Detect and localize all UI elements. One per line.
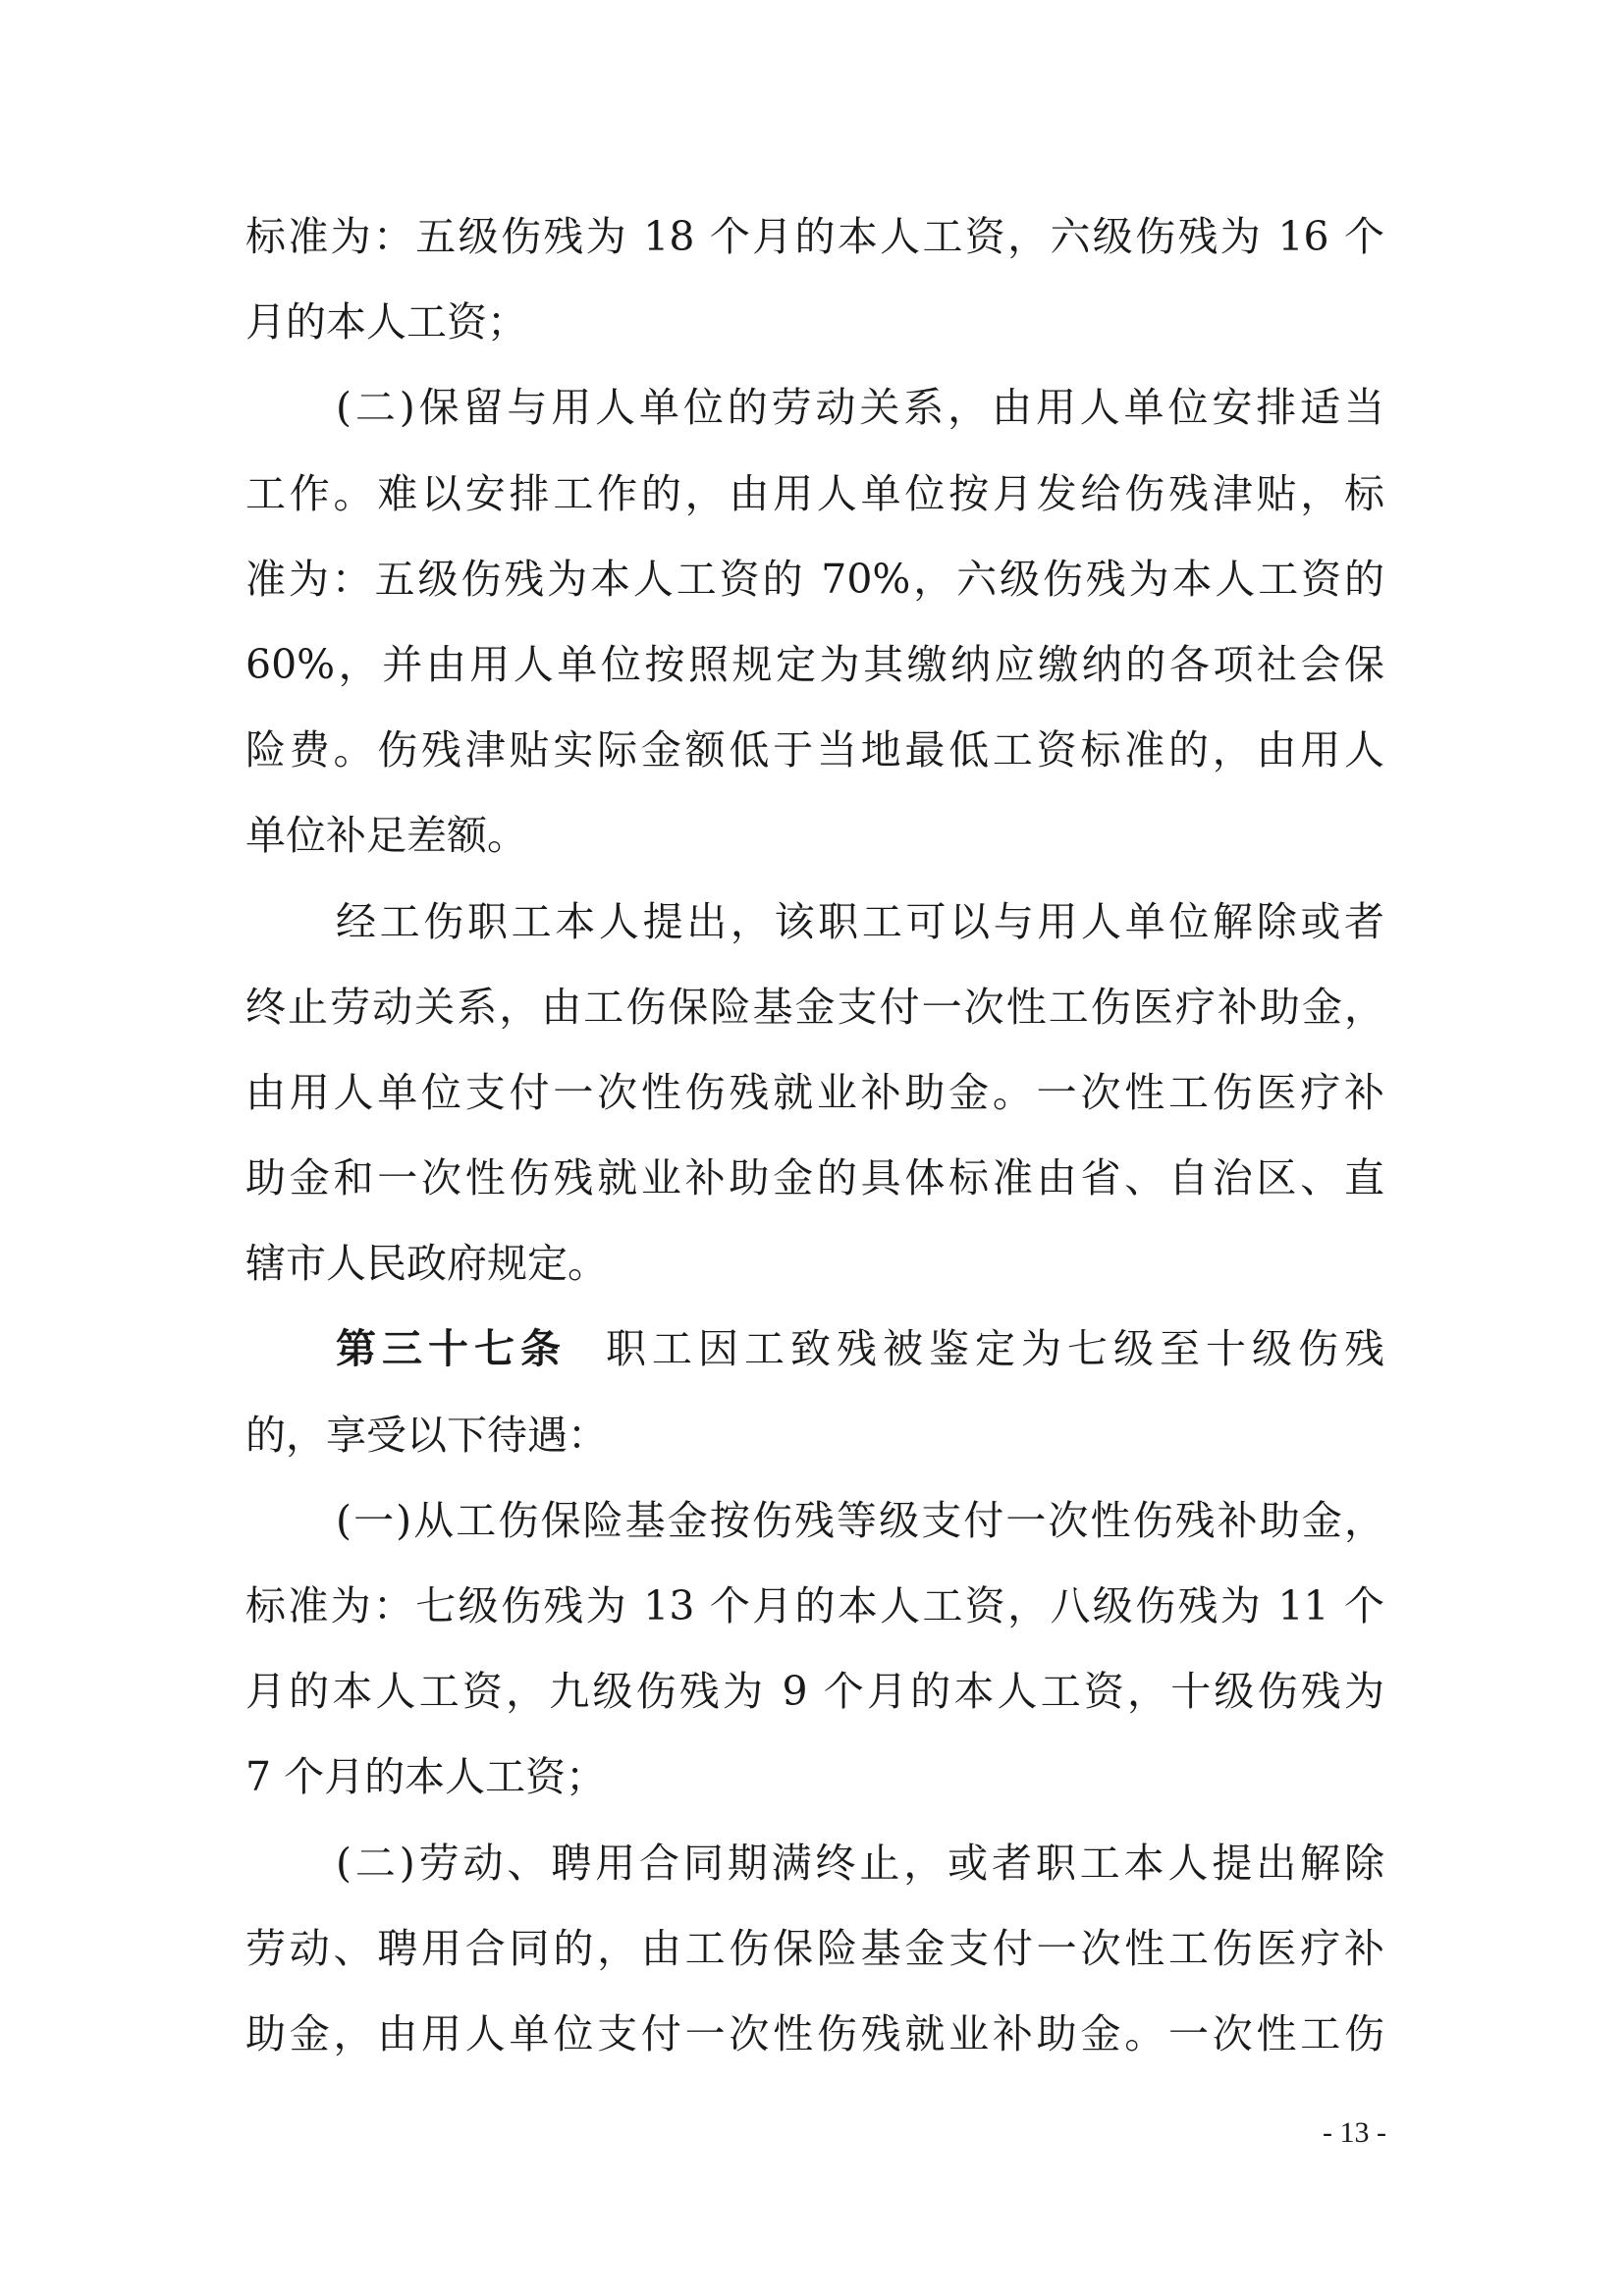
page-number: - 13 - xyxy=(1323,2116,1386,2149)
text-line: 助金，由用人单位支付一次性伤残就业补助金。一次性工伤 xyxy=(245,2009,1384,2057)
article-number: 第三十七条 xyxy=(336,1325,567,1373)
text-line: 职工因工致残被鉴定为七级至十级伤残 xyxy=(606,1325,1384,1373)
text-line: 险费。伤残津贴实际金额低于当地最低工资标准的，由用人 xyxy=(245,726,1384,774)
text-line: (二)保留与用人单位的劳动关系，由用人单位安排适当 xyxy=(336,384,1384,432)
text-line: 标准为：七级伤残为 13 个月的本人工资，八级伤残为 11 个 xyxy=(245,1582,1384,1629)
text-line: 月的本人工资，九级伤残为 9 个月的本人工资，十级伤残为 xyxy=(245,1668,1384,1716)
text-line: 经工伤职工本人提出，该职工可以与用人单位解除或者 xyxy=(336,897,1384,945)
text-line: 60%，并由用人单位按照规定为其缴纳应缴纳的各项社会保 xyxy=(245,640,1384,688)
text-line: 终止劳动关系，由工伤保险基金支付一次性工伤医疗补助金， xyxy=(245,983,1384,1031)
text-line: 月的本人工资； xyxy=(245,298,527,347)
text-line: 工作。难以安排工作的，由用人单位按月发给伤残津贴，标 xyxy=(245,469,1384,517)
text-line: 的，享受以下待遇： xyxy=(245,1411,608,1459)
text-line: 7 个月的本人工资； xyxy=(245,1753,607,1801)
text-line: (一)从工伤保险基金按伤残等级支付一次性伤残补助金， xyxy=(336,1496,1384,1544)
text-line: (二)劳动、聘用合同期满终止，或者职工本人提出解除 xyxy=(336,1839,1384,1887)
text-line: 准为：五级伤残为本人工资的 70%，六级伤残为本人工资的 xyxy=(245,555,1384,603)
text-line: 由用人单位支付一次性伤残就业补助金。一次性工伤医疗补 xyxy=(245,1068,1384,1116)
text-line: 辖市人民政府规定。 xyxy=(245,1240,608,1288)
text-line: 助金和一次性伤残就业补助金的具体标准由省、自治区、直 xyxy=(245,1154,1384,1202)
text-line: 劳动、聘用合同的，由工伤保险基金支付一次性工伤医疗补 xyxy=(245,1924,1384,1972)
body-text xyxy=(245,194,1384,2077)
text-line: 标准为：五级伤残为 18 个月的本人工资，六级伤残为 16 个 xyxy=(245,213,1384,260)
text-line: 单位补足差额。 xyxy=(245,812,527,860)
article-heading-line xyxy=(245,1307,1384,1392)
